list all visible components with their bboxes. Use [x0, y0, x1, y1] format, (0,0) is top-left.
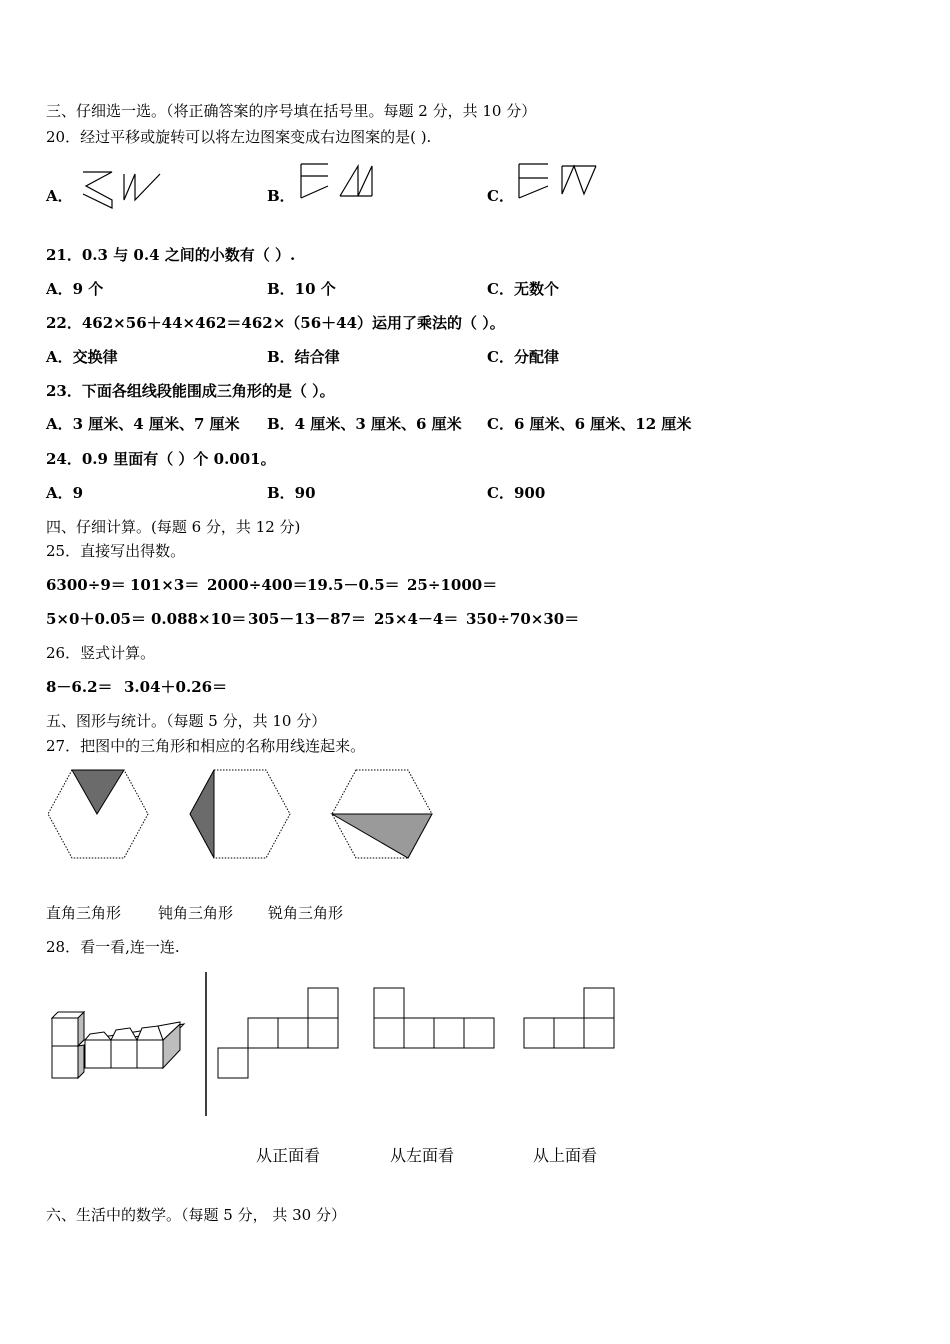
q25-item: 25÷1000＝	[407, 576, 498, 594]
q26-item: 8－6.2＝	[46, 678, 113, 696]
q25-item: 0.088×10＝	[151, 610, 247, 628]
q28-view-figure-3	[522, 986, 618, 1050]
q24-option-a[interactable]: A．9	[46, 484, 84, 502]
q27-name-right[interactable]: 直角三角形	[46, 904, 122, 922]
q21-option-a[interactable]: A．9 个	[46, 280, 104, 298]
q27-shaded-triangle-2	[190, 770, 214, 858]
q28-view-figure-2	[372, 986, 498, 1050]
q20-stem: 20．经过平移或旋转可以将左边图案变成右边图案的是( ).	[46, 128, 432, 146]
q23-option-c[interactable]: C．6 厘米、6 厘米、12 厘米	[487, 415, 692, 433]
q25-item: 19.5－0.5＝	[307, 576, 400, 594]
q20-figure-b	[298, 162, 388, 208]
q23-option-a[interactable]: A．3 厘米、4 厘米、7 厘米	[46, 415, 240, 433]
q28-view-top-label[interactable]: 从上面看	[533, 1146, 598, 1165]
section-4-title: 四、仔细计算。(每题 6 分，共 12 分)	[46, 518, 301, 536]
section-5-title: 五、图形与统计。（每题 5 分，共 10 分）	[46, 712, 327, 730]
q28-divider-line	[204, 972, 208, 1118]
q20-option-c[interactable]: C．	[487, 187, 514, 205]
q27-shaded-triangle-3	[332, 814, 432, 858]
q27-hexagon-1	[46, 768, 150, 860]
q27-name-acute[interactable]: 锐角三角形	[268, 904, 344, 922]
q25-item: 6300÷9＝	[46, 576, 126, 594]
section-3-title: 三、仔细选一选。（将正确答案的序号填在括号里。每题 2 分，共 10 分）	[46, 102, 537, 120]
q21-option-c[interactable]: C．无数个	[487, 280, 559, 298]
q26-stem: 26．竖式计算。	[46, 644, 156, 662]
q20-option-a[interactable]: A．	[46, 187, 73, 205]
q28-cube-stack	[48, 1010, 188, 1082]
q23-option-b[interactable]: B．4 厘米、3 厘米、6 厘米	[267, 415, 462, 433]
q26-item: 3.04＋0.26＝	[124, 678, 228, 696]
q25-stem: 25．直接写出得数。	[46, 542, 186, 560]
q23-stem: 23．下面各组线段能围成三角形的是（ ）。	[46, 382, 335, 400]
q28-view-figure-1	[218, 986, 342, 1080]
q20-option-b[interactable]: B．	[267, 187, 295, 205]
q28-view-left-label[interactable]: 从左面看	[390, 1146, 455, 1165]
q21-stem: 21．0.3 与 0.4 之间的小数有（ ）.	[46, 246, 296, 264]
q27-shaded-triangle-1	[72, 770, 124, 814]
q25-item: 350÷70×30＝	[466, 610, 580, 628]
q20-figure-c	[516, 162, 606, 208]
q24-stem: 24．0.9 里面有（ ）个 0.001。	[46, 450, 276, 468]
q24-option-c[interactable]: C．900	[487, 484, 546, 502]
q25-item: 101×3＝	[130, 576, 200, 594]
q27-stem: 27．把图中的三角形和相应的名称用线连起来。	[46, 737, 366, 755]
q25-item: 305－13－87＝	[248, 610, 367, 628]
q28-stem: 28．看一看,连一连.	[46, 938, 180, 956]
q24-option-b[interactable]: B．90	[267, 484, 316, 502]
q27-hexagon-2	[188, 768, 292, 860]
q21-option-b[interactable]: B．10 个	[267, 280, 336, 298]
q27-name-obtuse[interactable]: 钝角三角形	[158, 904, 234, 922]
q22-option-a[interactable]: A．交换律	[46, 348, 118, 366]
q25-item: 5×0＋0.05＝	[46, 610, 146, 628]
q22-option-b[interactable]: B．结合律	[267, 348, 340, 366]
q25-item: 2000÷400＝	[207, 576, 308, 594]
q20-figure-a	[78, 168, 168, 214]
q22-stem: 22．462×56＋44×462＝462×（56＋44）运用了乘法的（ ）。	[46, 314, 505, 332]
q22-option-c[interactable]: C．分配律	[487, 348, 559, 366]
q25-item: 25×4－4＝	[374, 610, 459, 628]
q27-hexagon-3	[330, 768, 434, 860]
section-6-title: 六、生活中的数学。（每题 5 分， 共 30 分）	[46, 1206, 346, 1224]
q28-view-front-label[interactable]: 从正面看	[256, 1146, 321, 1165]
